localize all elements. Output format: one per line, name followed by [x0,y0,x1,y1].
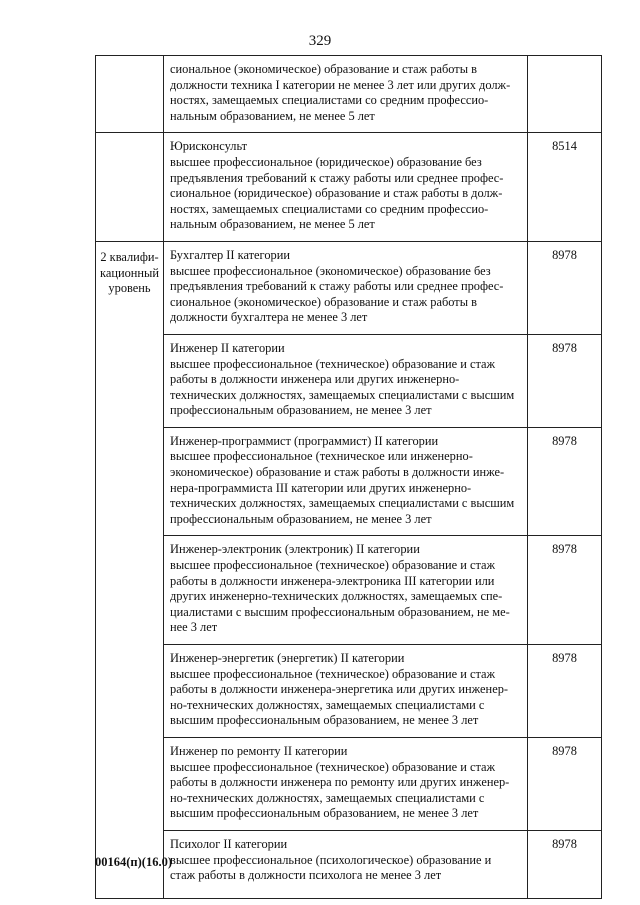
position-title: Инженер II категории [170,340,285,355]
table-row [96,56,602,133]
requirement-text: сиональное (юридическое) образование и стаж работы в долж- [170,186,503,201]
requirement-text: ностях, замещаемых специалистами со средним профессио- [170,201,489,216]
salary-cell: 8978 [528,334,602,427]
page-number: 329 [308,33,332,49]
requirement-text: нальным образованием, не менее 5 лет [170,217,375,232]
table-row [96,645,602,738]
requirement-text: высшее профессиональное (техническое) образование и стаж [170,666,496,681]
requirement-text: работы в должности инженера-электроника III категории или [170,573,495,588]
requirement-text: предъявления требований к стажу работы или среднее профес- [170,279,504,294]
document-code: 00164(п)(16.0) [95,855,172,869]
requirement-text: высшим профессиональным образованием, не менее 3 лет [170,713,479,728]
salary-cell: 8978 [528,737,602,830]
salary-cell: 8978 [528,427,602,536]
requirement-text: профессиональным образованием, не менее 3 лет [170,511,432,526]
qualification-level-cell [96,56,164,133]
requirement-text: циалистами с высшим профессиональным образованием, не ме- [170,604,510,619]
position-description-cell [164,334,528,427]
requirement-text: должности бухгалтера не менее 3 лет [170,310,368,325]
qualification-level-cell [96,241,164,898]
position-description-cell [164,56,528,133]
requirement-text: технических должностях, замещаемых специалистами с высшим [170,496,515,511]
requirement-text: высшее профессиональное (психологическое) образование и [170,852,492,867]
salary-cell: 8514 [528,133,602,242]
requirement-text: работы в должности инженера по ремонту или других инженер- [170,775,510,790]
position-description-cell [164,133,528,242]
requirement-text: работы в должности инженера-энергетика или других инженер- [170,682,509,697]
table-row [96,536,602,645]
position-description-cell [164,830,528,898]
requirement-text: предъявления требований к стажу работы или среднее профес- [170,170,504,185]
requirement-text: должности техника I категории не менее 3 лет или других долж- [170,77,511,92]
position-description-cell [164,536,528,645]
requirement-text: нальным образованием, не менее 5 лет [170,108,375,123]
requirement-text: стаж работы в должности психолога не менее 3 лет [170,868,442,883]
position-description-cell [164,427,528,536]
table-row [96,427,602,536]
requirement-text: высшее профессиональное (техническое) образование и стаж [170,558,496,573]
salary-cell: 8978 [528,830,602,898]
qualification-level-text: 2 квалифи- [100,249,159,264]
requirement-text: высшее профессиональное (экономическое) образование без [170,263,491,278]
requirement-text: профессиональным образованием, не менее 3 лет [170,403,432,418]
requirement-text: сиональное (экономическое) образование и стаж работы в [170,294,477,309]
position-title: Бухгалтер II категории [170,247,290,262]
position-title: Инженер по ремонту II категории [170,743,348,758]
position-title: Инженер-программист (программист) II категории [170,433,439,448]
position-description-cell [164,737,528,830]
position-description-cell [164,645,528,738]
requirement-text: нера-программиста III категории или других инженерно- [170,480,472,495]
requirement-text: экономическое) образование и стаж работы в должности инже- [170,465,505,480]
qualification-table [95,55,602,899]
requirement-text: высшее профессиональное (техническое) образование и стаж [170,759,496,774]
requirement-text: высшее профессиональное (техническое) образование и стаж [170,356,496,371]
position-description-cell [164,241,528,334]
salary-cell [528,56,602,133]
table-body [96,56,602,899]
requirement-text: технических должностях, замещаемых специалистами с высшим [170,387,515,402]
requirement-text: но-технических должностях, замещаемых специалистами с [170,790,485,805]
requirement-text: других инженерно-технических должностях, замещаемых спе- [170,589,503,604]
salary-cell: 8978 [528,645,602,738]
requirement-text: но-технических должностях, замещаемых специалистами с [170,697,485,712]
salary-cell: 8978 [528,241,602,334]
requirement-text: сиональное (экономическое) образование и стаж работы в [170,62,477,76]
qualification-level-cell [96,133,164,242]
requirement-text: высшее профессиональное (техническое или инженерно- [170,449,473,464]
position-title: Инженер-энергетик (энергетик) II категории [170,651,405,665]
table-row [96,334,602,427]
table-row [96,133,602,242]
requirement-text: высшим профессиональным образованием, не менее 3 лет [170,806,479,821]
position-title: Инженер-электроник (электроник) II категории [170,542,420,557]
requirement-text: работы в должности инженера или других инженерно- [170,372,460,387]
position-title: Юрисконсульт [170,139,248,154]
qualification-level-text: кационный [99,265,159,280]
requirement-text: нее 3 лет [170,620,218,635]
table-row [96,737,602,830]
requirement-text: высшее профессиональное (юридическое) образование без [170,154,482,169]
position-title: Психолог II категории [170,836,288,851]
requirement-text: ностях, замещаемых специалистами со средним профессио- [170,93,489,108]
table-row [96,241,602,334]
qualification-level-text: уровень [108,281,151,296]
salary-cell: 8978 [528,536,602,645]
